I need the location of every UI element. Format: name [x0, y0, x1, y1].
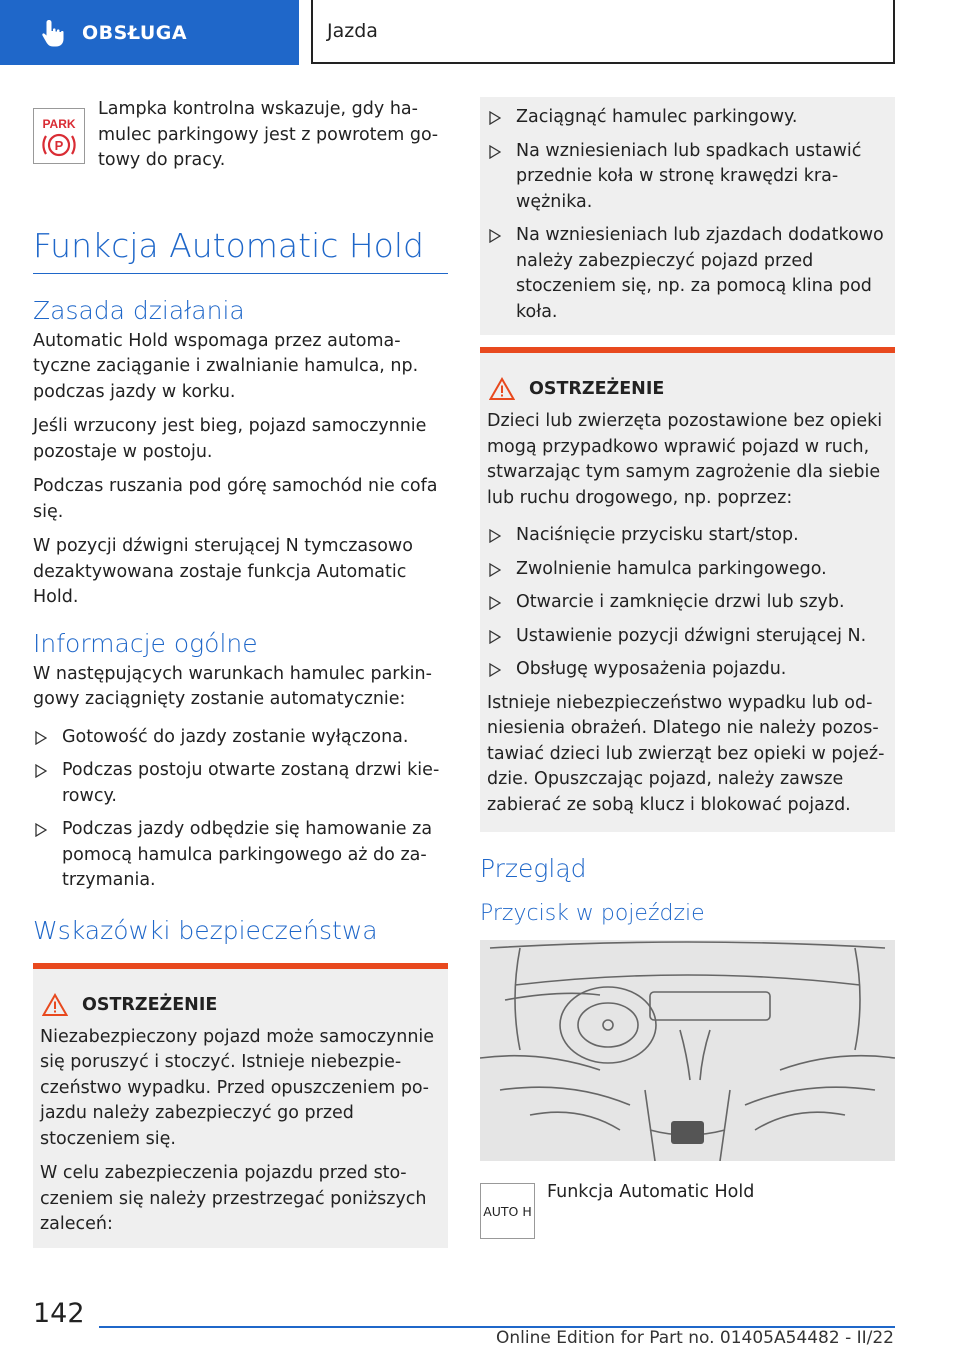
warning-triangle-icon [489, 377, 515, 401]
continued-bullets-box [480, 97, 895, 335]
right-column [480, 97, 895, 926]
heading-button: Przycisk w pojeździe [480, 901, 705, 926]
triangle-bullet-icon [489, 663, 501, 677]
section-label: OBSŁUGA [82, 21, 188, 44]
list-item: Podczas postoju otwarte zostaną drzwi kierowcy. [33, 758, 448, 809]
left-column [33, 97, 448, 1248]
list-item: Obsługę wyposażenia pojazdu. [487, 657, 888, 683]
warning-triangle-icon [42, 993, 68, 1017]
park-icon-text: PARK [42, 117, 76, 131]
warning-paragraph: W celu zabezpieczenia pojazdu przed stoczeniem się należy przestrzegać poniższych zaleceń: [40, 1163, 427, 1234]
dashboard-drawing [480, 940, 895, 1161]
footer-edition-text: Online Edition for Part no. 01405A54482 - II/22 [495, 1328, 894, 1348]
warning-title [487, 377, 888, 401]
warning-title-text: OSTRZEŻENIE [82, 994, 218, 1015]
list-item: Otwarcie i zamknięcie drzwi lub szyb. [487, 590, 888, 616]
chapter-header [311, 0, 895, 64]
car-interior-illustration [480, 940, 895, 1161]
heading-zasada: Zasada działania [33, 295, 245, 325]
list-item: Naciśnięcie przycisku start/stop. [487, 523, 888, 549]
heading-info: Informacje ogólne [33, 628, 258, 658]
triangle-bullet-icon [35, 764, 47, 778]
auto-hold-icon-text: AUTO H [483, 1203, 532, 1219]
list-item: Ustawienie pozycji dźwigni sterującej N. [487, 624, 888, 650]
section-tab [0, 0, 299, 65]
list-item: Na wzniesieniach lub zjazdach dodatkowo należy zabezpieczyć pojazd przed stoczeniem się, np. za pomocą klina pod koła. [487, 223, 888, 325]
triangle-bullet-icon [489, 229, 501, 243]
zasada-paragraph: Automatic Hold wspomaga przez automatyczne zaciąganie i zwalnianie hamulca, np. podczas jazdy w korku. [33, 330, 419, 402]
warning-intro: Dzieci lub zwierzęta pozostawione bez opieki mogą przypadkowo wprawić pojazd w ruch, stwarzając tym samym zagrożenie dla siebie lub ruchu drogowego, np. poprzez: [487, 411, 883, 508]
triangle-bullet-icon [35, 823, 47, 837]
list-item: Gotowość do jazdy zostanie wyłączona. [33, 725, 448, 751]
list-item: Zwolnienie hamulca parkingowego. [487, 557, 888, 583]
chapter-label: Jazda [327, 20, 378, 42]
hand-pointer-icon [40, 18, 68, 48]
triangle-bullet-icon [489, 630, 501, 644]
page-number: 142 [33, 1298, 85, 1329]
warning-title-text: OSTRZEŻENIE [529, 379, 665, 399]
warning-bullet-list [487, 523, 888, 683]
triangle-bullet-icon [489, 563, 501, 577]
triangle-bullet-icon [489, 529, 501, 543]
page-title: Funkcja Automatic Hold [33, 226, 448, 274]
info-bullet-list [33, 725, 448, 894]
list-item: Na wzniesieniach lub spadkach ustawić przednie koła w stronę krawędzi krawężnika. [487, 139, 888, 216]
zasada-paragraph: Podczas ruszania pod górę samochód nie cofa się. [33, 476, 438, 522]
heading-overview: Przegląd [480, 854, 587, 883]
auto-hold-button-icon [480, 1183, 535, 1239]
warning-box [33, 963, 448, 1248]
list-item: Zaciągnąć hamulec parkingowy. [487, 105, 888, 131]
warning-box [480, 347, 895, 832]
triangle-bullet-icon [489, 145, 501, 159]
warning-paragraph: Niezabezpieczony pojazd może samoczynnie się poruszyć i stoczyć. Istnieje niebezpieczeństwo wypadku. Przed opuszczeniem pojazdu należy zabezpieczyć go przed stoczeniem się. [40, 1026, 435, 1149]
info-paragraph: W następujących warunkach hamulec parkingowy zaciągnięty zostanie automatycznie: [33, 663, 432, 709]
heading-safety: Wskazówki bezpieczeństwa [33, 915, 378, 945]
svg-text:P: P [54, 138, 64, 153]
zasada-paragraph: W pozycji dźwigni sterującej N tymczasowo dezaktywowana zostaje funkcja Automatic Hold. [33, 536, 413, 607]
zasada-paragraph: Jeśli wrzucony jest bieg, pojazd samoczynnie pozostaje w postoju. [33, 416, 427, 462]
list-item: Podczas jazdy odbędzie się hamowanie za pomocą hamulca parkingowego aż do zatrzymania. [33, 817, 448, 894]
triangle-bullet-icon [489, 596, 501, 610]
park-indicator-text: Lampka kontrolna wskazuje, gdy hamulec parkingowy jest z powrotem gotowy do pracy. [98, 99, 439, 170]
securing-bullet-list [487, 105, 888, 325]
warning-title [40, 993, 441, 1017]
triangle-bullet-icon [489, 111, 501, 125]
warning-outro: Istnieje niebezpieczeństwo wypadku lub odniesienia obrażeń. Dlatego nie należy pozostawiać dzieci lub zwierząt bez opieki w pojeździe. Opuszczając pojazd, należy zawsze zabierać ze sobą klucz i blokować pojazd. [487, 692, 885, 815]
triangle-bullet-icon [35, 731, 47, 745]
auto-hold-caption: Funkcja Automatic Hold [547, 1182, 755, 1202]
